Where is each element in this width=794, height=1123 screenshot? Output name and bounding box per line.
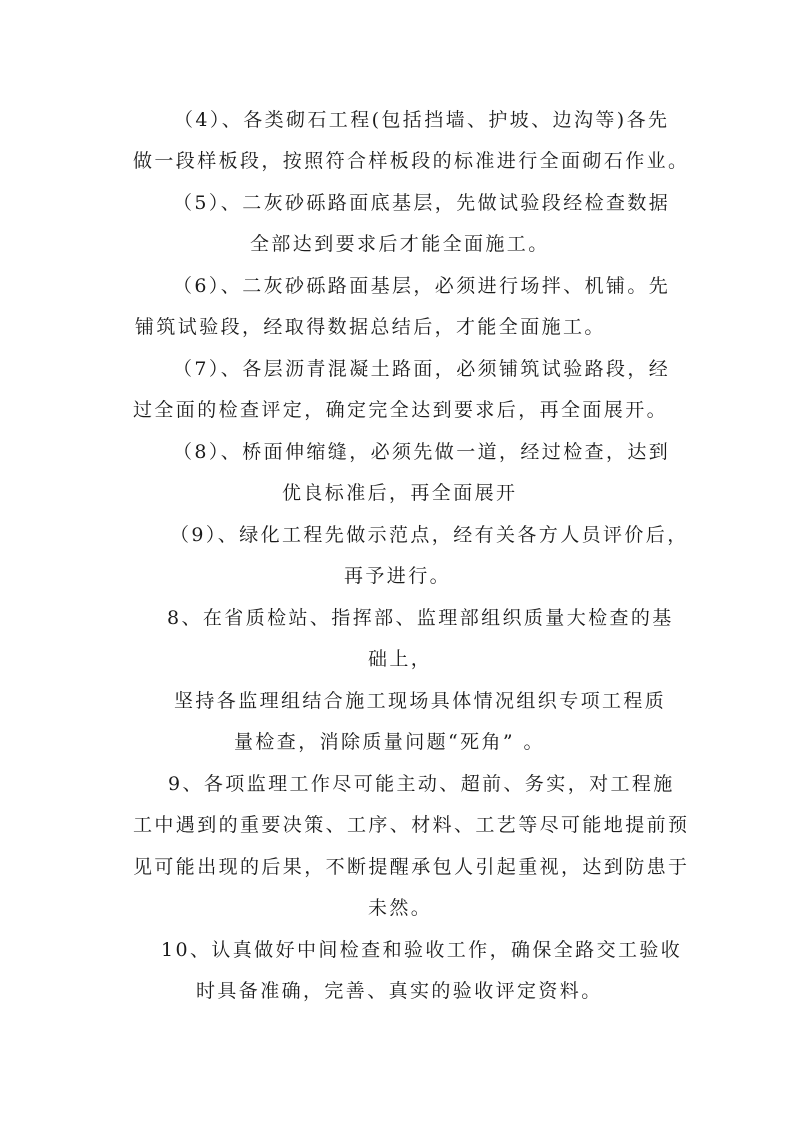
text-line-22: 时具备准确，完善、真实的验收评定资料。 [196,980,603,1002]
text-line-8: 过全面的检查评定，确定完全达到要求后，再全面展开。 [133,399,669,421]
text-line-1: （4）、各类砌石工程(包括挡墙、护坡、边沟等)各先 [174,109,670,131]
text-line-2: 做一段样板段，按照符合样板段的标准进行全面砌石作业。 [133,150,690,172]
text-line-16: 量检查，消除质量问题“死角” 。 [234,731,545,753]
text-line-7: （7）、各层沥青混凝土路面，必须铺筑试验路段，经 [173,358,671,380]
text-line-11: （9）、绿化工程先做示范点，经有关各方人员评价后， [170,524,689,546]
text-line-6: 铺筑试验段，经取得数据总结后，才能全面施工。 [135,316,606,338]
text-line-3: （5）、二灰砂砾路面底基层，先做试验段经检查数据 [173,192,671,214]
text-line-4: 全部达到要求后才能全面施工。 [250,233,550,255]
text-line-5: （6）、二灰砂砾路面基层，必须进行场拌、机铺。先 [173,275,671,297]
text-line-19: 见可能出现的后果，不断提醒承包人引起重视，达到防患于 [133,856,690,878]
text-line-20: 未然。 [368,897,433,919]
text-line-14: 础上， [368,648,433,670]
text-line-21: 10、认真做好中间检查和验收工作，确保全路交工验收 [161,939,683,961]
text-line-15: 坚持各监理组结合施工现场具体情况组织专项工程质 [174,690,667,712]
text-line-12: 再予进行。 [344,565,452,587]
text-line-13: 8、在省质检站、指挥部、监理部组织质量大检查的基 [167,607,674,629]
text-line-10: 优良标准后，再全面展开 [282,482,518,504]
text-line-18: 工中遇到的重要决策、工序、材料、工艺等尽可能地提前预 [133,814,690,836]
text-line-9: （8）、桥面伸缩缝，必须先做一道，经过检查，达到 [173,441,671,463]
text-line-17: 9、各项监理工作尽可能主动、超前、务实，对工程施 [168,773,675,795]
